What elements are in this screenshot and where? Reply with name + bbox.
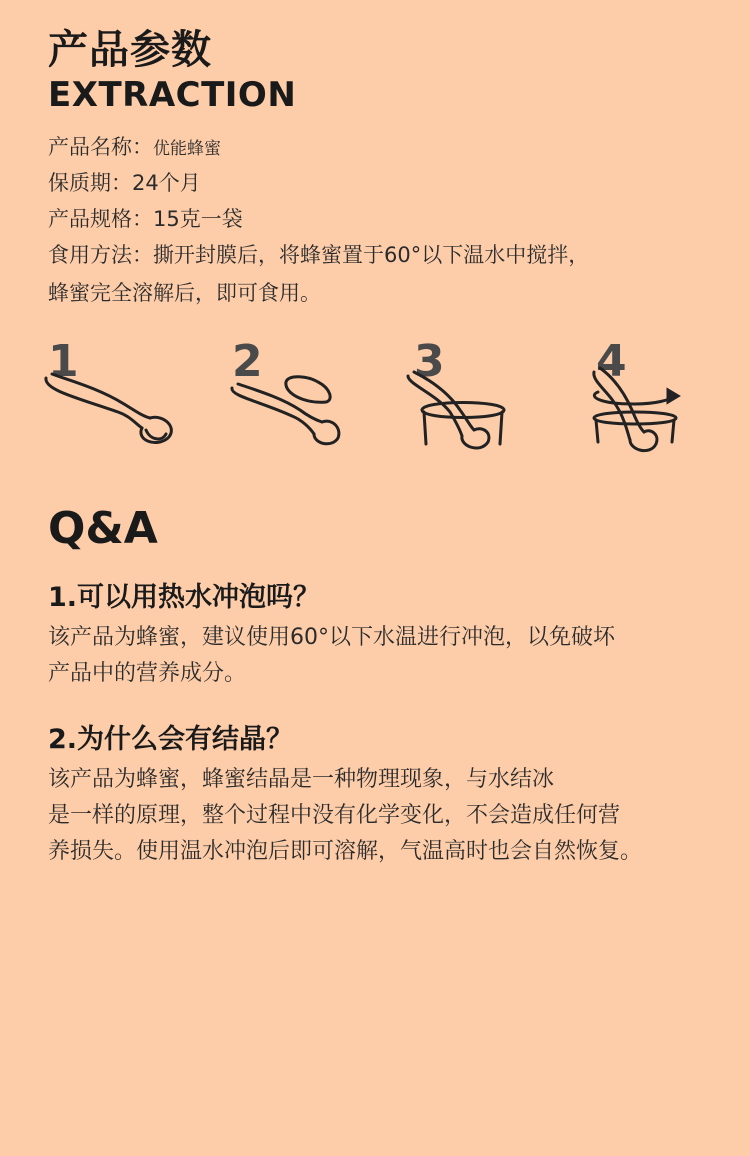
param-value: 15克一袋 xyxy=(153,207,243,231)
param-usage-continued xyxy=(48,276,321,310)
step-number: 4 xyxy=(596,336,627,387)
param-label: 食用方法： xyxy=(48,243,153,267)
qa-question-1: 1.可以用热水冲泡吗？ xyxy=(48,582,321,613)
answer-line: 养损失。使用温水冲泡后即可溶解，气温高时也会自然恢复。 xyxy=(48,839,643,864)
param-value: 优能蜂蜜 xyxy=(153,139,221,159)
param-label: 产品名称： xyxy=(48,135,153,159)
step-4 xyxy=(584,330,744,470)
usage-steps xyxy=(0,330,750,470)
param-shelf-life xyxy=(48,166,201,200)
page-title: 产品参数 xyxy=(48,27,212,73)
qa-answer-1 xyxy=(48,620,728,692)
param-value: 撕开封膜后，将蜂蜜置于60°以下温水中搅拌， xyxy=(153,243,590,267)
cup-spoon-icon xyxy=(400,330,560,470)
page-subtitle: EXTRACTION xyxy=(48,75,297,115)
spoon-scoop-icon xyxy=(38,330,198,470)
param-usage xyxy=(48,238,589,272)
param-value: 蜂蜜完全溶解后，即可食用。 xyxy=(48,281,321,305)
answer-line: 该产品为蜂蜜，蜂蜜结晶是一种物理现象，与水结冰 xyxy=(48,767,555,792)
qa-question-2: 2.为什么会有结晶？ xyxy=(48,724,294,755)
qa-answer-2 xyxy=(48,762,728,870)
param-label: 保质期： xyxy=(48,171,132,195)
step-1 xyxy=(38,330,198,470)
answer-line: 该产品为蜂蜜，建议使用60°以下水温进行冲泡，以免破坏 xyxy=(48,625,615,650)
param-product-name xyxy=(48,130,221,166)
spoon-pour-icon xyxy=(222,330,382,470)
answer-line: 产品中的营养成分。 xyxy=(48,661,247,686)
cup-stir-icon xyxy=(584,330,744,470)
step-3 xyxy=(400,330,560,470)
param-spec xyxy=(48,202,243,236)
step-number: 2 xyxy=(232,336,263,387)
answer-line: 是一样的原理，整个过程中没有化学变化，不会造成任何营 xyxy=(48,803,621,828)
param-label: 产品规格： xyxy=(48,207,153,231)
step-number: 1 xyxy=(48,336,79,387)
step-number: 3 xyxy=(414,336,445,387)
qa-title: Q&A xyxy=(48,503,158,554)
step-2 xyxy=(222,330,382,470)
param-value: 24个月 xyxy=(132,171,201,195)
